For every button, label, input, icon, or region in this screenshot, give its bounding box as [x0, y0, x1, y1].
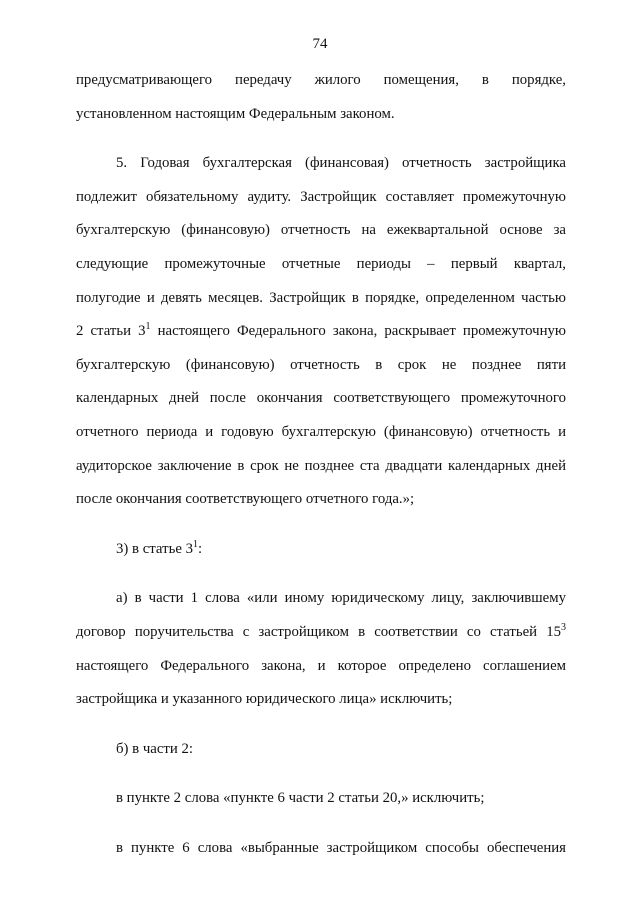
text-line: аудиторское заключение в срок не позднее ста двадцати календарных дней [76, 457, 566, 474]
item-3-heading [76, 533, 566, 567]
text-line: настоящего Федерального закона, и которое определено соглашением [76, 657, 566, 674]
text-fragment: 3) в статье 3 [116, 540, 193, 557]
text-line-with-superscript [76, 315, 566, 349]
text-line: бухгалтерскую (финансовую) отчетность на ежеквартальной основе за [76, 222, 566, 239]
paragraph-gap [76, 717, 566, 733]
text-line: отчетного периода и годовую бухгалтерскую (финансовую) отчетность и [76, 423, 566, 440]
subitem-a-first-line: а) в части 1 слова «или иному юридическому лицу, заключившему [116, 590, 566, 607]
superscript: 1 [193, 538, 198, 550]
text-fragment: договор поручительства с застройщиком в соответствии со статьей 15 [76, 623, 561, 640]
subitem-b-heading: б) в части 2: [116, 740, 194, 757]
text-fragment: 2 статьи 3 [76, 323, 146, 340]
paragraph-gap [76, 816, 566, 832]
page-number: 74 [312, 36, 328, 52]
text-line: установленном настоящим Федеральным законом. [76, 105, 395, 122]
paragraph-gap [76, 131, 566, 147]
document-body [76, 64, 566, 865]
text-line: полугодие и девять месяцев. Застройщик в порядке, определенном частью [76, 289, 566, 306]
text-line: предусматривающего передачу жилого помещения, в порядке, [76, 72, 566, 88]
text-line: подлежит обязательному аудиту. Застройщик составляет промежуточную [76, 188, 566, 205]
paragraph-gap [76, 766, 566, 782]
text-line: в пункте 2 слова «пункте 6 части 2 статьи 20,» исключить; [116, 790, 485, 807]
text-fragment: : [198, 540, 203, 557]
text-line: следующие промежуточные отчетные периоды – первый квартал, [76, 255, 566, 272]
text-fragment: настоящего Федерального закона, раскрывает промежуточную [150, 323, 566, 340]
text-line: в пункте 6 слова «выбранные застройщиком способы обеспечения [116, 839, 566, 856]
text-line: застройщика и указанного юридического лица» исключить; [76, 691, 453, 708]
superscript: 1 [145, 321, 151, 333]
paragraph-5-first-line: 5. Годовая бухгалтерская (финансовая) отчетность застройщика [116, 155, 566, 172]
text-line: календарных дней после окончания соответствующего промежуточного [76, 390, 566, 407]
paragraph-gap [76, 566, 566, 582]
paragraph-gap [76, 517, 566, 533]
text-line: бухгалтерскую (финансовую) отчетность в срок не позднее пяти [76, 356, 566, 373]
superscript: 3 [561, 621, 566, 633]
text-line-with-superscript [76, 616, 566, 650]
text-line: после окончания соответствующего отчетного года.»; [76, 491, 415, 508]
